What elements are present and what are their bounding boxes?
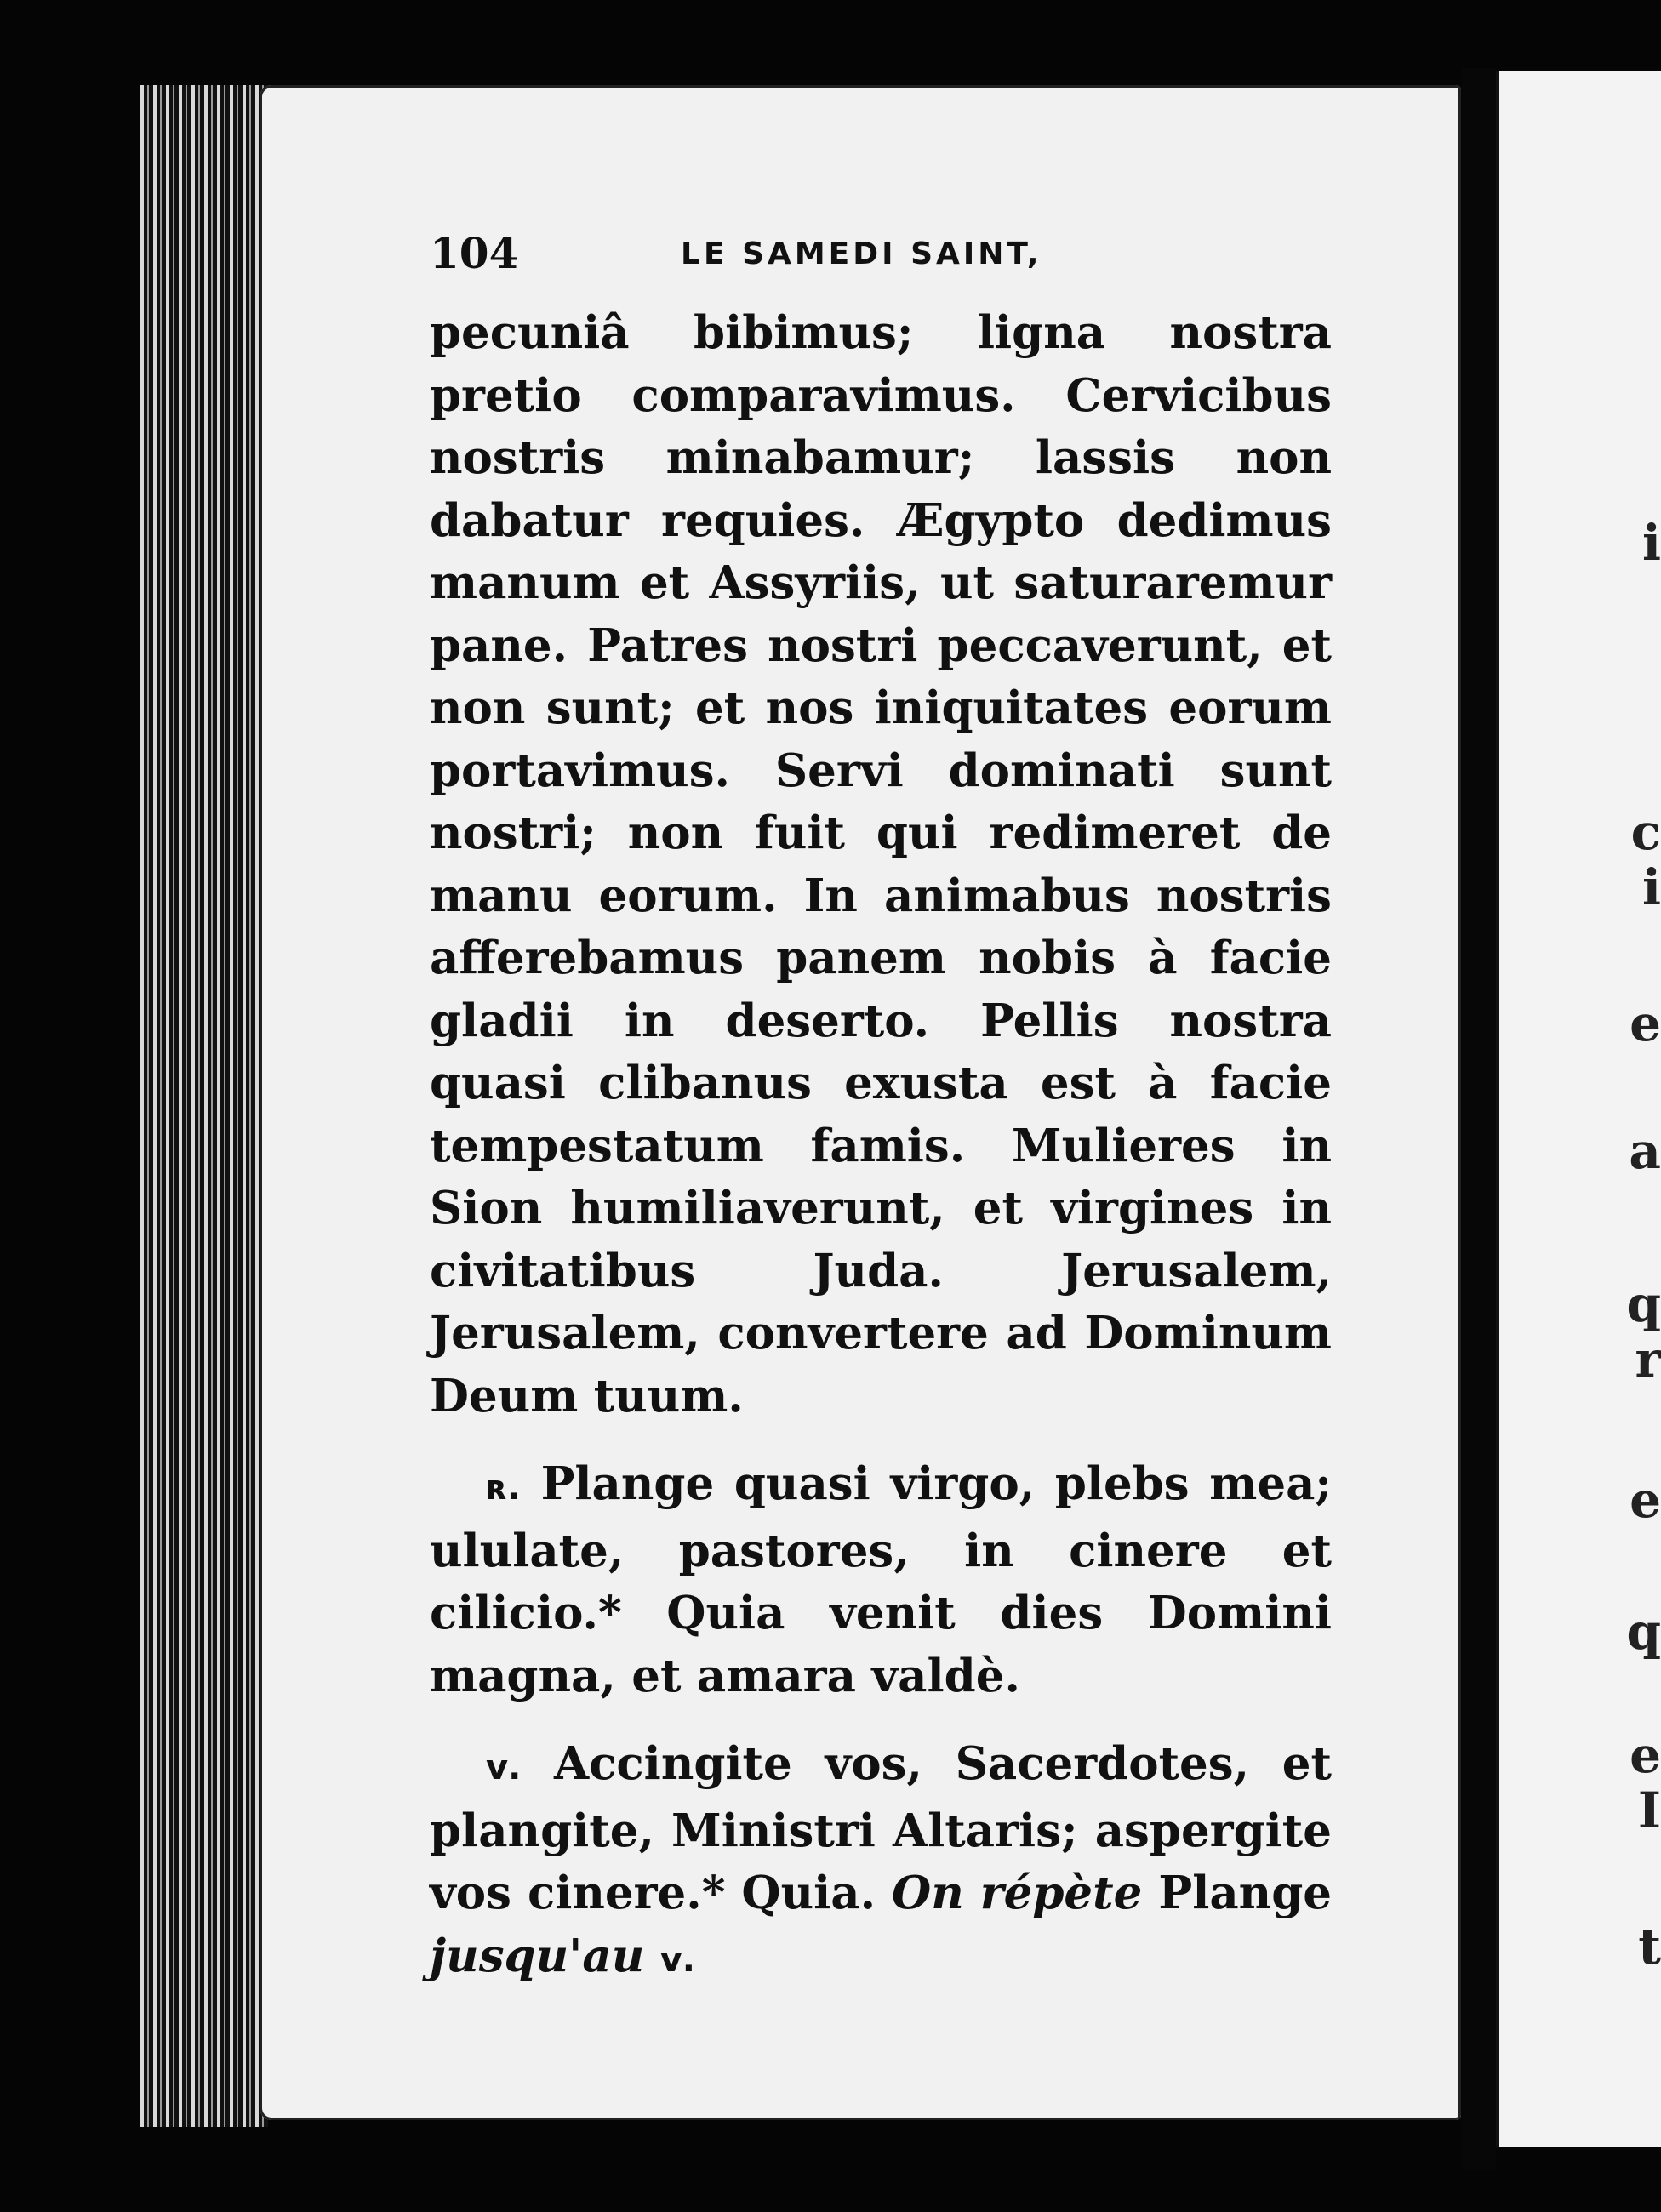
adjacent-letter: a: [1629, 1122, 1661, 1180]
paragraph-lamentation: pecuniâ bibimus; ligna nostra pretio comparavimus. Cervicibus nostris minabamur; lassis non dabatur requies. Ægypto dedimus manum et Assyriis, ut saturaremur pane. Patres nostri peccaverunt, et non sunt; et nos iniquitates eorum portavimus. Servi dominati sunt nostri; non fuit qui redimeret de manu eorum. In animabus nostris afferebamus panem nobis à facie gladii in deserto. Pellis nostra quasi clibanus exusta est à facie tempestatum famis. Mulieres in Sion humiliaverunt, et virgines in civitatibus Juda. Jerusalem, Jerusalem, convertere ad Dominum Deum tuum.: [430, 306, 1332, 1422]
versicle-rubric-2: jusqu'au: [430, 1929, 645, 1982]
adjacent-page: [1496, 71, 1661, 2147]
versicle-text-2: Plange: [1158, 1867, 1332, 1919]
running-title: LE SAMEDI SAINT,: [681, 237, 1042, 271]
adjacent-letter: q: [1626, 1603, 1661, 1661]
page-number: 104: [430, 228, 519, 278]
adjacent-letter: r: [1635, 1331, 1661, 1388]
versicle-rubric-1: On répète: [892, 1867, 1143, 1919]
versicle-symbol: ᴠ.: [486, 1748, 522, 1787]
response-symbol: ʀ.: [486, 1468, 521, 1508]
response-text: Plange quasi virgo, plebs mea; ululate, pastores, in cinere et cilicio.* Quia venit dies Domini magna, et amara valdè.: [430, 1457, 1332, 1702]
versicle-text: Accingite vos, Sacerdotes, et plangite, Ministri Altaris; aspergite vos cinere.* Quia.: [430, 1737, 1332, 1919]
book-gutter: [1462, 68, 1496, 2169]
adjacent-letter: e: [1630, 995, 1661, 1052]
versicle-end-symbol: ᴠ.: [659, 1940, 695, 1980]
adjacent-letter: I: [1637, 1782, 1661, 1839]
paragraph-response: [430, 1453, 1332, 1707]
adjacent-letter: e: [1630, 1471, 1661, 1529]
adjacent-letter: t: [1638, 1918, 1661, 1975]
adjacent-letter: c: [1630, 803, 1661, 861]
adjacent-letter: i: [1641, 514, 1661, 572]
paragraph-versicle: [430, 1733, 1332, 1992]
adjacent-letter: i: [1641, 858, 1661, 916]
adjacent-letter: e: [1630, 1726, 1661, 1784]
page-body: [430, 302, 1332, 1992]
book-page-edges: [140, 85, 268, 2127]
adjacent-letter: q: [1626, 1275, 1661, 1333]
page-header: [430, 228, 1332, 288]
